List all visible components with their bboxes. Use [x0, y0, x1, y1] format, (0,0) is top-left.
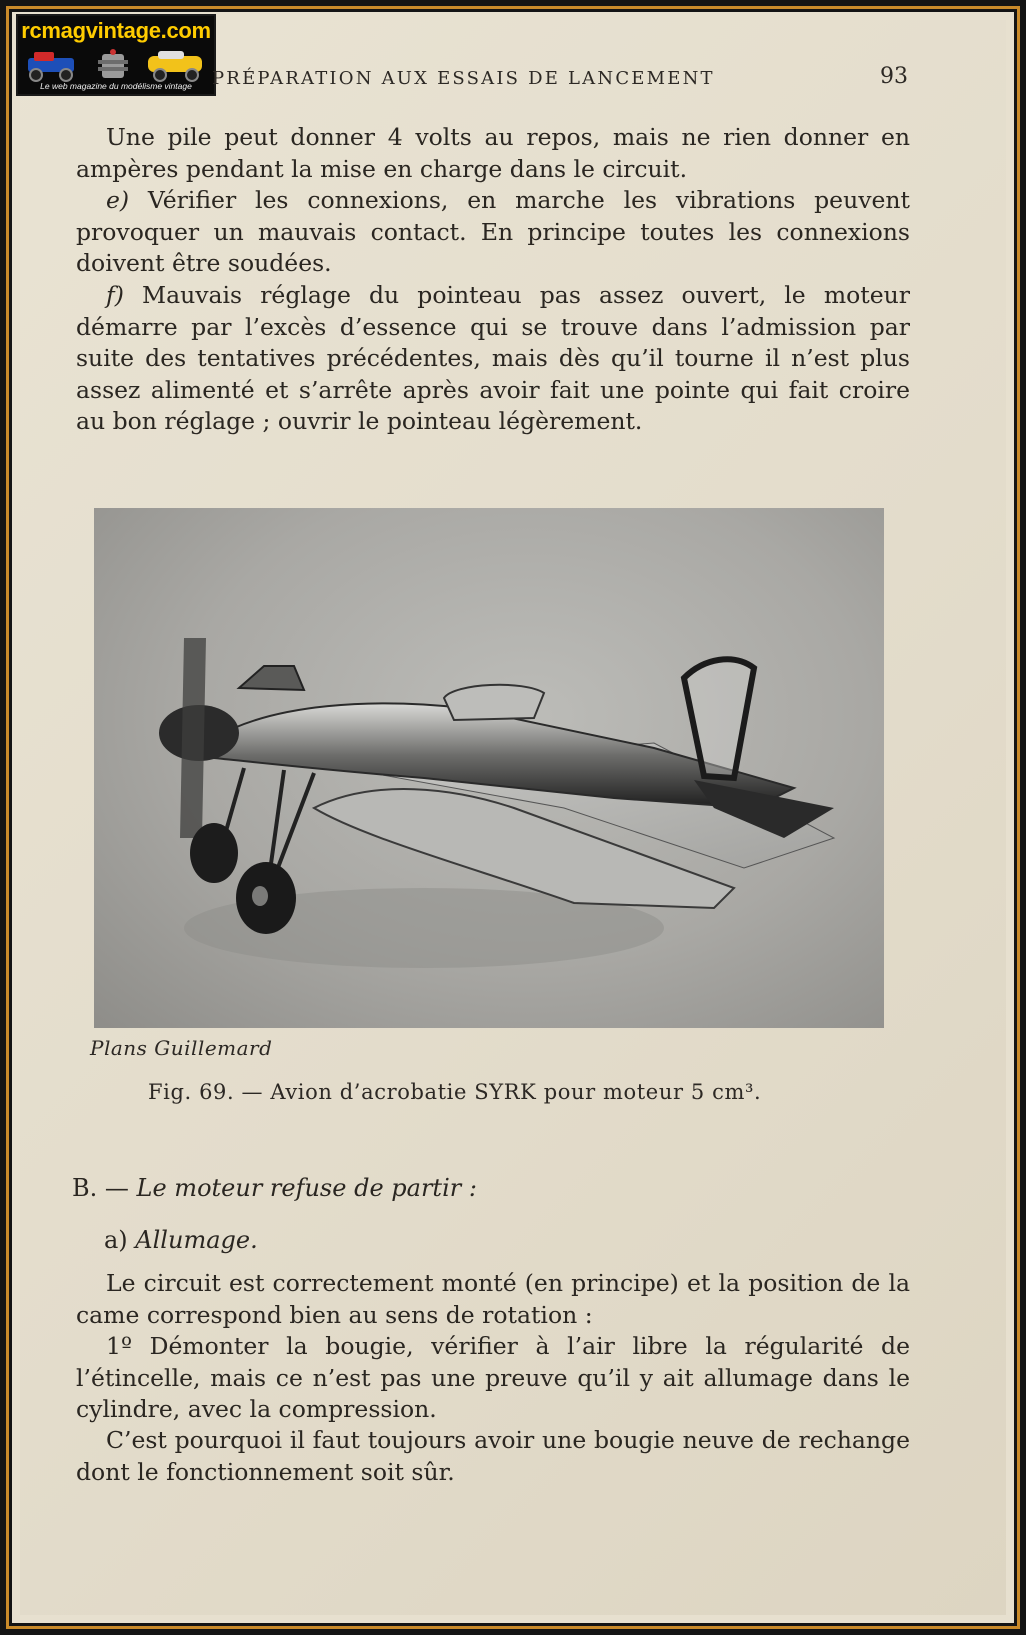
aircraft-illustration [94, 508, 884, 1028]
page-number: 93 [880, 64, 908, 89]
section-heading [72, 1174, 477, 1202]
paragraph-spark-plug: 1º Démonter la bougie, vérifier à l’air libre la régularité de l’étincelle, mais ce n’est pas une preuve qu’il y ait allumage dans le cylindre, avec la compression. [76, 1332, 910, 1423]
paragraph-connections [76, 185, 910, 280]
paragraph-battery [76, 122, 910, 185]
figure-credit: Plans Guillemard [90, 1036, 273, 1060]
running-head: PRÉPARATION AUX ESSAIS DE LANCEMENT [212, 68, 715, 89]
paragraph-needle-valve [76, 280, 910, 438]
item-marker: f) [106, 281, 124, 309]
paragraph-spare-plug: C’est pourquoi il faut toujours avoir une bougie neuve de rechange dont le fonctionnement soit sûr. [76, 1426, 910, 1486]
subsection-heading [104, 1226, 258, 1254]
item-marker: e) [106, 186, 130, 214]
section-letter: B. — [72, 1174, 129, 1202]
section-title: Le moteur refuse de partir : [128, 1174, 477, 1202]
subsection-title: Allumage. [127, 1226, 258, 1254]
paragraph-text: Une pile peut donner 4 volts au repos, mais ne rien donner en ampères pendant la mise en charge dans le circuit. [76, 123, 910, 183]
figure-caption: Fig. 69. — Avion d’acrobatie SYRK pour moteur 5 cm³. [148, 1080, 762, 1104]
paragraph-circuit: Le circuit est correctement monté (en principe) et la position de la came correspond bien au sens de rotation : [76, 1269, 910, 1329]
site-logo[interactable] [16, 14, 216, 96]
paragraph-text: Vérifier les connexions, en marche les vibrations peuvent provoquer un mauvais contact. En principe toutes les connexions doivent être soudées. [76, 186, 910, 277]
aircraft-photo [94, 508, 884, 1028]
subsection-marker: a) [104, 1226, 128, 1254]
logo-tagline: Le web magazine du modélisme vintage [40, 81, 192, 91]
logo-name: rcmagvintage.com [21, 18, 211, 43]
paragraph-text: Mauvais réglage du pointeau pas assez ouvert, le moteur démarre par l’excès d’essence qui se trouve dans l’admission par suite des tentatives précédentes, mais dès qu’il tourne il n’est plus assez alimenté et s’arrête après avoir fait une pointe qui fait croire au bon réglage ; ouvrir le pointeau légèrement. [76, 281, 910, 435]
logo-vehicles-icon [24, 48, 212, 82]
